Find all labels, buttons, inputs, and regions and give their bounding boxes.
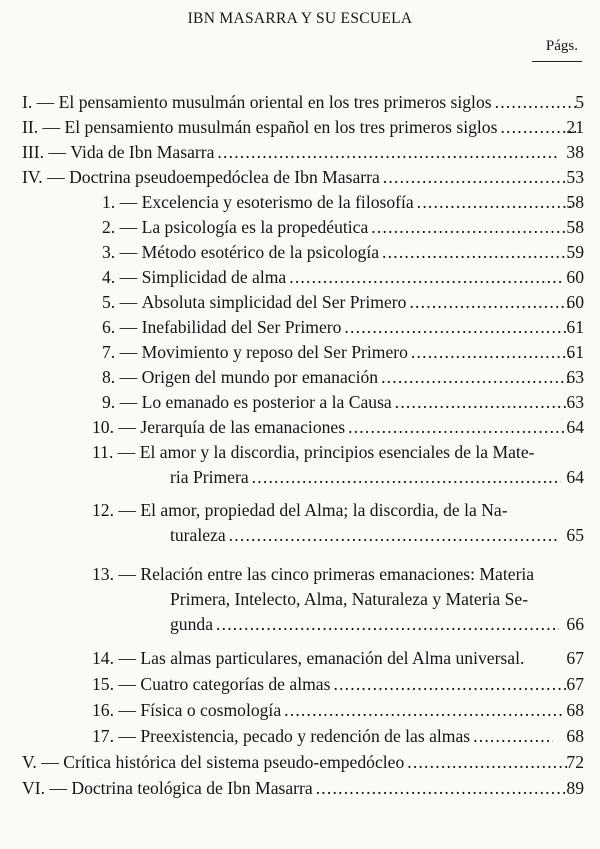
entry-title: Origen del mundo por emanación (141, 367, 379, 387)
entry-title: Excelencia y esoterismo de la filosofía (141, 192, 414, 212)
entry-title: Absoluta simplicidad del Ser Primero (141, 292, 407, 312)
entry-page: 68 (566, 700, 584, 720)
entry-number: 4. — (102, 267, 138, 287)
leader-dots (473, 724, 553, 749)
entry-number: 11. — (92, 442, 136, 462)
toc-entry-multiline (92, 440, 535, 465)
entry-title-line: turaleza (170, 525, 226, 545)
entry-page: 53 (566, 167, 584, 187)
toc-entry (102, 365, 584, 390)
entry-title-line: El amor, propiedad del Alma; la discordia, de la Na- (140, 500, 508, 520)
leader-dots (407, 750, 570, 775)
entry-title: El pensamiento musulmán oriental en los tres primeros siglos (58, 92, 492, 112)
entry-number: V. — (22, 752, 59, 772)
entry-number: I. — (22, 92, 55, 112)
entry-title: Física o cosmología (140, 700, 282, 720)
toc-entry (102, 340, 584, 365)
toc-entry-multiline (92, 562, 534, 587)
entry-page: 64 (566, 467, 584, 487)
leader-dots (252, 465, 562, 490)
entry-number: 7. — (102, 342, 138, 362)
entry-page: 89 (566, 778, 584, 798)
leader-dots (216, 612, 559, 637)
leader-dots (284, 698, 563, 723)
toc-entry (22, 750, 584, 775)
entry-title: Cuatro categorías de almas (140, 674, 331, 694)
leader-dots (417, 190, 571, 215)
entry-title-line: El amor y la discordia, principios esenciales de la Mate- (139, 442, 535, 462)
entry-page: 68 (566, 726, 584, 746)
entry-page: 5 (575, 92, 584, 112)
entry-page: 66 (566, 614, 584, 634)
entry-title: Preexistencia, pecado y redención de las almas (140, 726, 471, 746)
leader-dots (411, 340, 571, 365)
entry-number: 6. — (102, 317, 138, 337)
toc-entry-multiline (92, 498, 508, 523)
leader-dots (382, 240, 569, 265)
entry-title: La psicología es la propedéutica (141, 217, 369, 237)
toc-entry (92, 698, 584, 723)
entry-number: 17. — (92, 726, 136, 746)
entry-title: Inefabilidad del Ser Primero (141, 317, 342, 337)
leader-dots (409, 290, 570, 315)
leader-dots (371, 215, 568, 240)
entry-title: Vida de Ibn Masarra (70, 142, 215, 162)
toc-entry (102, 390, 584, 415)
entry-page: 58 (566, 192, 584, 212)
entry-title: Las almas particulares, emanación del Alma universal. (140, 648, 525, 668)
pages-column-label: Págs. (545, 38, 578, 54)
entry-number: 8. — (102, 367, 138, 387)
entry-title: Simplicidad de alma (141, 267, 287, 287)
entry-title: Crítica histórica del sistema pseudo-empedócleo (63, 752, 405, 772)
entry-title: Jerarquía de las emanaciones (140, 417, 346, 437)
entry-number: 10. — (92, 417, 136, 437)
entry-page: 58 (566, 217, 584, 237)
entry-number: 1. — (102, 192, 138, 212)
toc-entry (92, 672, 584, 697)
toc-entry-continuation (170, 587, 528, 612)
toc-entry (102, 240, 584, 265)
entry-page: 59 (566, 242, 584, 262)
entry-page: 60 (566, 292, 584, 312)
toc-entry (102, 290, 584, 315)
entry-page: 61 (566, 342, 584, 362)
entry-page: 67 (566, 648, 584, 668)
entry-number: IV. — (22, 167, 65, 187)
toc-entry-continuation (170, 465, 584, 490)
leader-dots (217, 140, 559, 165)
entry-page: 21 (566, 117, 584, 137)
entry-title-line: Relación entre las cinco primeras emanaciones: Materia (140, 564, 535, 584)
entry-title-line: Primera, Intelecto, Alma, Naturaleza y Materia Se- (170, 589, 529, 609)
entry-number: 13. — (92, 564, 136, 584)
leader-dots (229, 523, 560, 548)
entry-title: Método esotérico de la psicología (141, 242, 380, 262)
leader-dots (344, 315, 566, 340)
leader-dots (333, 672, 566, 697)
entry-title-line: gunda (170, 614, 213, 634)
entry-number: 12. — (92, 500, 136, 520)
leader-dots (381, 365, 569, 390)
toc-entry (92, 415, 584, 440)
toc-entry (22, 90, 584, 115)
leader-dots (348, 415, 567, 440)
entry-page: 63 (566, 367, 584, 387)
toc-entry-continuation (170, 523, 584, 548)
entry-page: 61 (566, 317, 584, 337)
running-header: IBN MASARRA Y SU ESCUELA (187, 10, 413, 27)
toc-entry (102, 265, 584, 290)
entry-number: 5. — (102, 292, 138, 312)
entry-page: 38 (566, 142, 584, 162)
toc-entry (102, 215, 584, 240)
entry-number: 2. — (102, 217, 138, 237)
entry-page: 65 (566, 525, 584, 545)
entry-title: Doctrina teológica de Ibn Masarra (71, 778, 313, 798)
entry-number: 14. — (92, 648, 136, 668)
entry-number: 16. — (92, 700, 136, 720)
entry-page: 72 (566, 752, 584, 772)
entry-title-line: ria Primera (170, 467, 249, 487)
entry-title: Doctrina pseudoempedóclea de Ibn Masarra (69, 167, 380, 187)
entry-page: 67 (566, 674, 584, 694)
toc-entry (22, 776, 584, 801)
entry-page: 60 (566, 267, 584, 287)
entry-number: 9. — (102, 392, 138, 412)
entry-title: Movimiento y reposo del Ser Primero (141, 342, 408, 362)
toc-entry (102, 190, 584, 215)
entry-number: 15. — (92, 674, 136, 694)
entry-title: El pensamiento musulmán español en los tres primeros siglos (64, 117, 498, 137)
pages-label-rule (532, 61, 582, 62)
entry-number: VI. — (22, 778, 67, 798)
toc-entry (92, 646, 584, 671)
entry-number: 3. — (102, 242, 138, 262)
toc-entry-continuation (170, 612, 584, 637)
leader-dots (395, 390, 570, 415)
entry-page: 64 (566, 417, 584, 437)
toc-entry (22, 115, 584, 140)
leader-dots (289, 265, 563, 290)
entry-number: III. — (22, 142, 66, 162)
toc-entry (102, 315, 584, 340)
entry-page: 63 (566, 392, 584, 412)
toc-entry (22, 165, 584, 190)
toc-entry (92, 724, 584, 749)
leader-dots (316, 776, 565, 801)
leader-dots (383, 165, 569, 190)
entry-title: Lo emanado es posterior a la Causa (141, 392, 392, 412)
entry-number: II. — (22, 117, 61, 137)
toc-entry (22, 140, 584, 165)
